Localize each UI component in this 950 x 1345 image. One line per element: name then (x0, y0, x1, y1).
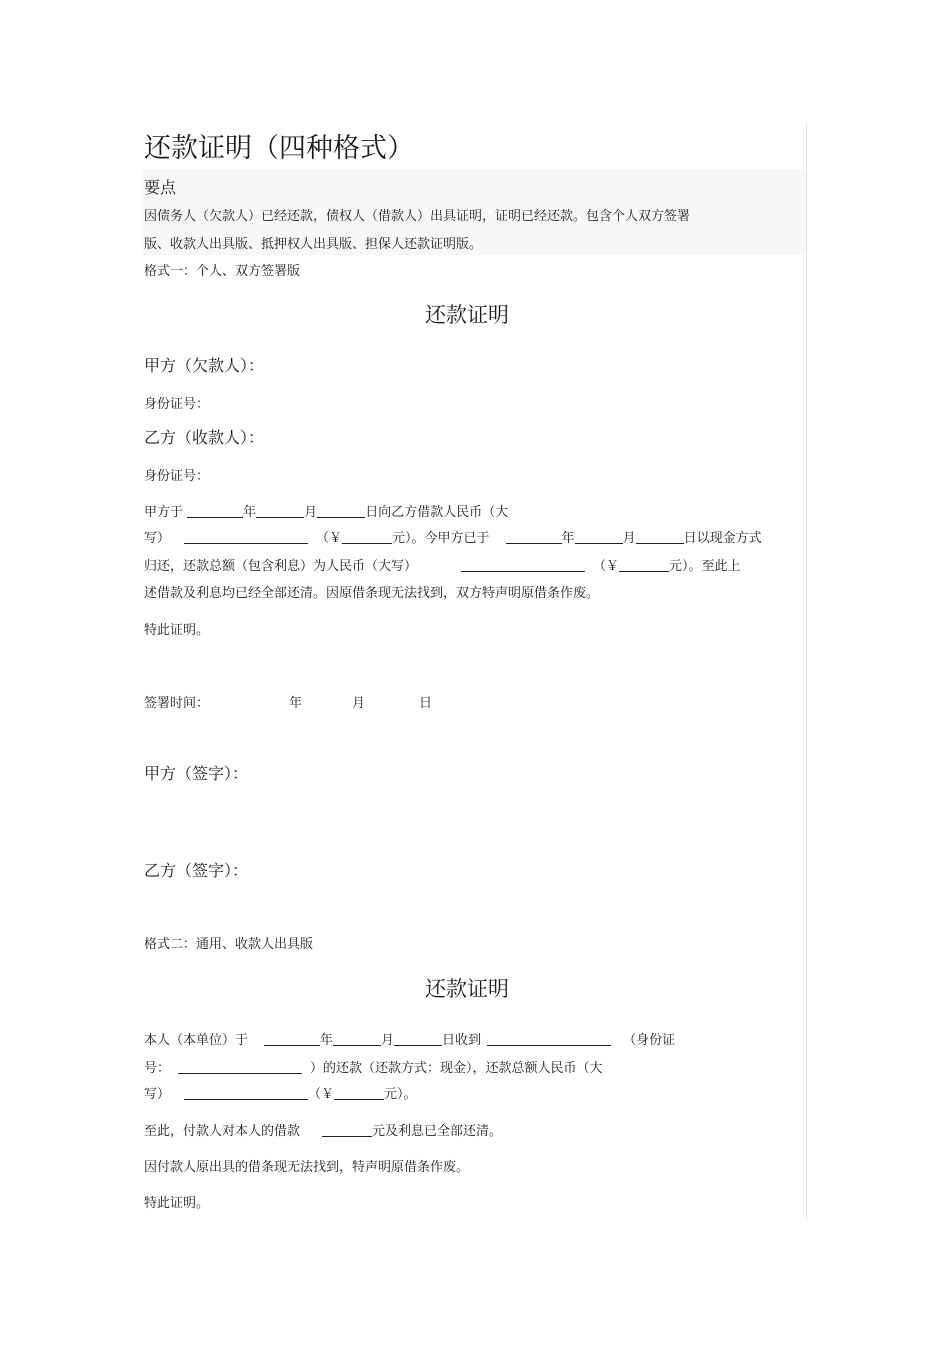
format2-doc-title: 还款证明 (425, 977, 509, 1001)
format1-body-line-2: 写） （￥ 元）。今甲方已于 年 月 日以现金方式 (144, 531, 762, 546)
format1-label: 格式一：个人、双方签署版 (144, 264, 301, 279)
format2-body-line-3: 写） （￥ 元）。 (144, 1087, 417, 1102)
blank-field (322, 1123, 372, 1137)
format2-body-line-2: 号： ）的还款（还款方式：现金），还款总额人民币（大 (144, 1061, 603, 1076)
blank-field (256, 504, 304, 518)
format1-doc-title: 还款证明 (425, 303, 509, 327)
format1-body-line-3: 归还，还款总额（包含利息）为人民币（大写） （￥ 元）。至此上 (144, 559, 741, 574)
blank-field (394, 1032, 442, 1046)
format1-id-a: 身份证号： (144, 397, 210, 412)
blank-field (461, 558, 585, 572)
document-page (142, 123, 807, 1220)
summary-heading: 要点 (144, 178, 177, 197)
format2-body-line-1: 本人（本单位）于 年 月 日收到 （身份证 (144, 1033, 676, 1048)
summary-line-2: 版、收款人出具版、抵押权人出具版、担保人还款证明版。 (144, 237, 483, 252)
blank-field (317, 504, 365, 518)
blank-field (575, 530, 623, 544)
blank-field (506, 530, 562, 544)
format1-body-line-4: 述借款及利息均已经全部还清。因原借条现无法找到，双方特声明原借条作废。 (144, 586, 600, 601)
format1-party-b: 乙方（收款人）： (144, 428, 265, 447)
summary-line-1: 因债务人（欠款人）已经还款，债权人（借款人）出具证明，证明已经还款。包含个人双方签署 (144, 209, 691, 224)
blank-field (333, 1032, 381, 1046)
format2-paragraph-2: 至此，付款人对本人的借款 元及利息已全部还清。 (144, 1124, 503, 1139)
format2-paragraph-3: 因付款人原出具的借条现无法找到，特声明原借条作废。 (144, 1160, 470, 1175)
format1-closing: 特此证明。 (144, 623, 210, 638)
blank-field (334, 1086, 384, 1100)
document-title: 还款证明（四种格式） (144, 133, 414, 164)
blank-field (619, 558, 669, 572)
format1-sign-a: 甲方（签字）： (144, 764, 249, 783)
blank-field (184, 1086, 308, 1100)
blank-field (342, 530, 392, 544)
format2-label: 格式二：通用、收款人出具版 (144, 937, 314, 952)
blank-field (187, 504, 243, 518)
blank-field (264, 1032, 320, 1046)
blank-field (636, 530, 684, 544)
format2-closing: 特此证明。 (144, 1196, 210, 1211)
format1-id-b: 身份证号： (144, 469, 210, 484)
blank-field (184, 530, 308, 544)
format1-body-line-1: 甲方于 年 月 日向乙方借款人民币（大 (144, 505, 509, 520)
format1-party-a: 甲方（欠款人）： (144, 356, 265, 375)
blank-field (487, 1032, 611, 1046)
format1-sign-time: 签署时间： 年 月 日 (144, 696, 433, 711)
blank-field (178, 1060, 302, 1074)
format1-sign-b: 乙方（签字）： (144, 861, 249, 880)
